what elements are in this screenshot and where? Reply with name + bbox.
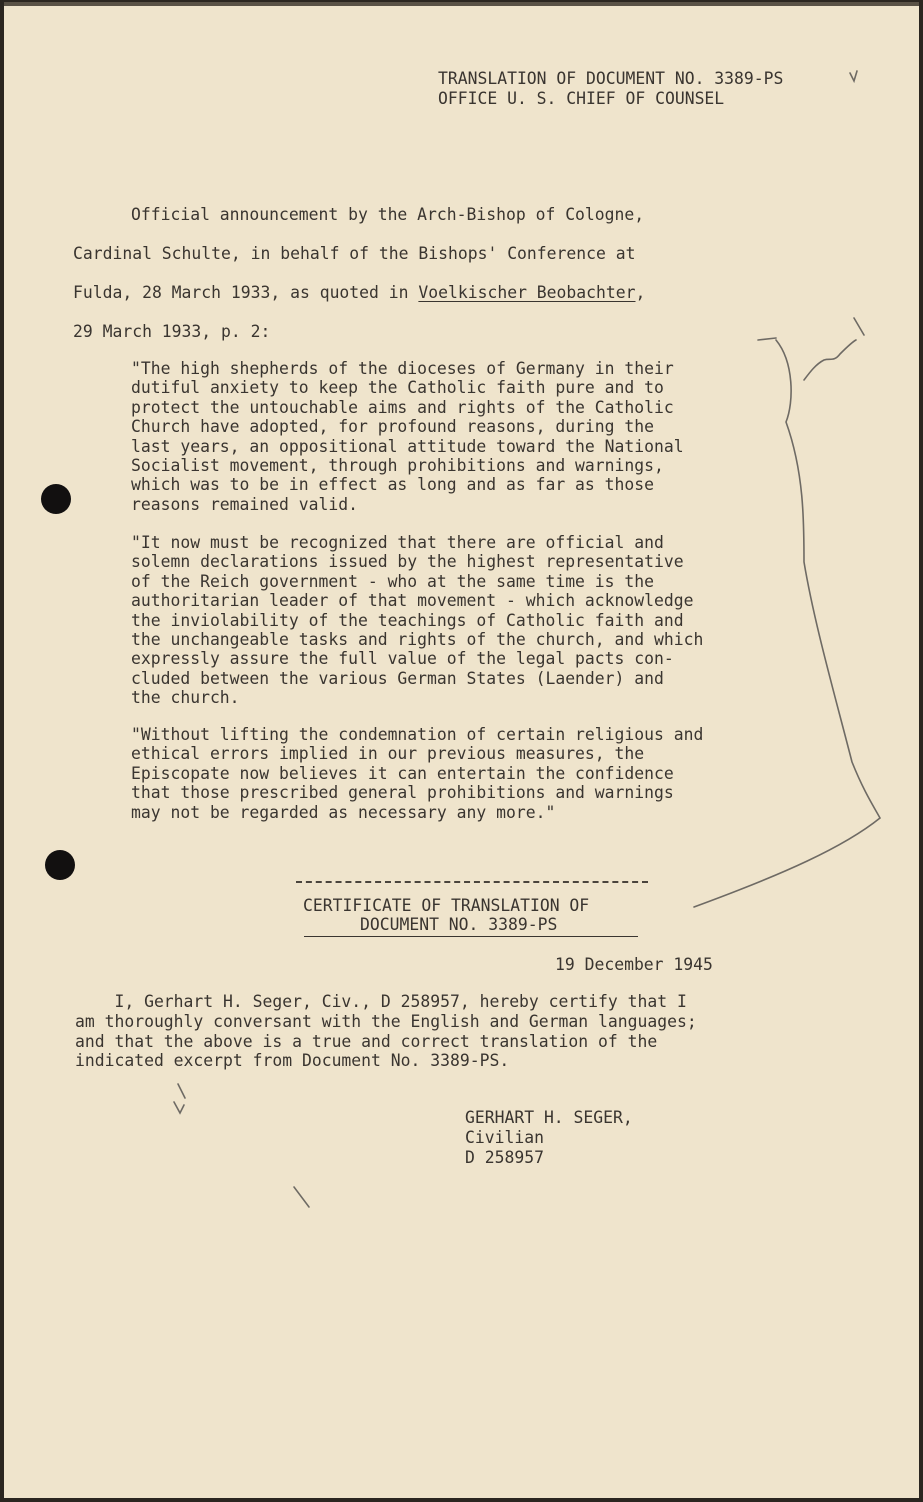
quote-line: that those prescribed general prohibitions and warnings — [131, 783, 674, 803]
signature-id: D 258957 — [465, 1148, 544, 1167]
quote-line: dutiful anxiety to keep the Catholic faith pure and to — [131, 378, 664, 398]
dashed-separator — [296, 881, 648, 883]
quote-line: reasons remained valid. — [131, 494, 358, 514]
intro-line-3 — [73, 285, 645, 301]
quote-line: Episcopate now believes it can entertain the confidence — [131, 763, 674, 783]
quote-line: cluded between the various German States (Laender) and — [131, 668, 664, 688]
quote-line: "It now must be recognized that there are official and — [131, 533, 664, 552]
intro-line-4: 29 March 1933, p. 2: — [73, 322, 271, 341]
punch-hole — [45, 850, 75, 880]
quote-line: "The high shepherds of the dioceses of Germany in their — [131, 359, 674, 378]
quote-line: the church. — [131, 688, 240, 708]
quote-line: may not be regarded as necessary any more." — [131, 802, 556, 822]
quote-line: expressly assure the full value of the legal pacts con- — [131, 649, 674, 669]
quote-line: solemn declarations issued by the highest representative — [131, 552, 684, 572]
quote-line: Socialist movement, through prohibitions and warnings, — [131, 456, 664, 475]
quote-line: protect the untouchable aims and rights of the Catholic — [131, 397, 674, 417]
quote-line: last years, an oppositional attitude toward the National — [131, 436, 684, 456]
certificate-line: and that the above is a true and correct translation of the — [75, 1031, 658, 1051]
quote-line: authoritarian leader of that movement - which acknowledge — [131, 591, 694, 611]
certificate-title-rule — [304, 936, 638, 937]
intro-line-3-text: Fulda, 28 March 1933, as quoted in — [73, 283, 419, 302]
quote-line: Church have adopted, for profound reasons, during the — [131, 417, 655, 437]
document-page — [4, 2, 919, 1498]
intro-line-3-punct: , — [635, 283, 646, 302]
certificate-line: indicated excerpt from Document No. 3389-PS. — [75, 1051, 510, 1070]
scan-edge — [4, 2, 919, 6]
punch-hole — [41, 484, 71, 514]
signature-name: GERHART H. SEGER, — [465, 1108, 633, 1127]
quote-line: "Without lifting the condemnation of certain religious and — [131, 725, 704, 744]
header-document-number: TRANSLATION OF DOCUMENT NO. 3389-PS — [438, 69, 784, 88]
intro-line-2: Cardinal Schulte, in behalf of the Bishops' Conference at — [73, 244, 636, 263]
quote-line: of the Reich government - who at the same time is the — [131, 571, 655, 591]
certificate-line: am thoroughly conversant with the English and German languages; — [75, 1012, 697, 1031]
certificate-date: 19 December 1945 — [555, 955, 713, 974]
header-office: OFFICE U. S. CHIEF OF COUNSEL — [438, 89, 725, 108]
certificate-document-number: DOCUMENT NO. 3389-PS — [360, 915, 558, 934]
quote-line: which was to be in effect as long and as far as those — [131, 475, 655, 495]
certificate-title: CERTIFICATE OF TRANSLATION OF — [303, 896, 590, 915]
certificate-line: I, Gerhart H. Seger, Civ., D 258957, hereby certify that I — [75, 992, 687, 1011]
quote-line: the unchangeable tasks and rights of the church, and which — [131, 630, 704, 649]
signature-title: Civilian — [465, 1128, 544, 1147]
newspaper-title: Voelkischer Beobachter — [418, 283, 636, 302]
intro-line-1: Official announcement by the Arch-Bishop of Cologne, — [131, 205, 645, 224]
quote-line: ethical errors implied in our previous measures, the — [131, 744, 645, 764]
quote-line: the inviolability of the teachings of Catholic faith and — [131, 610, 684, 630]
